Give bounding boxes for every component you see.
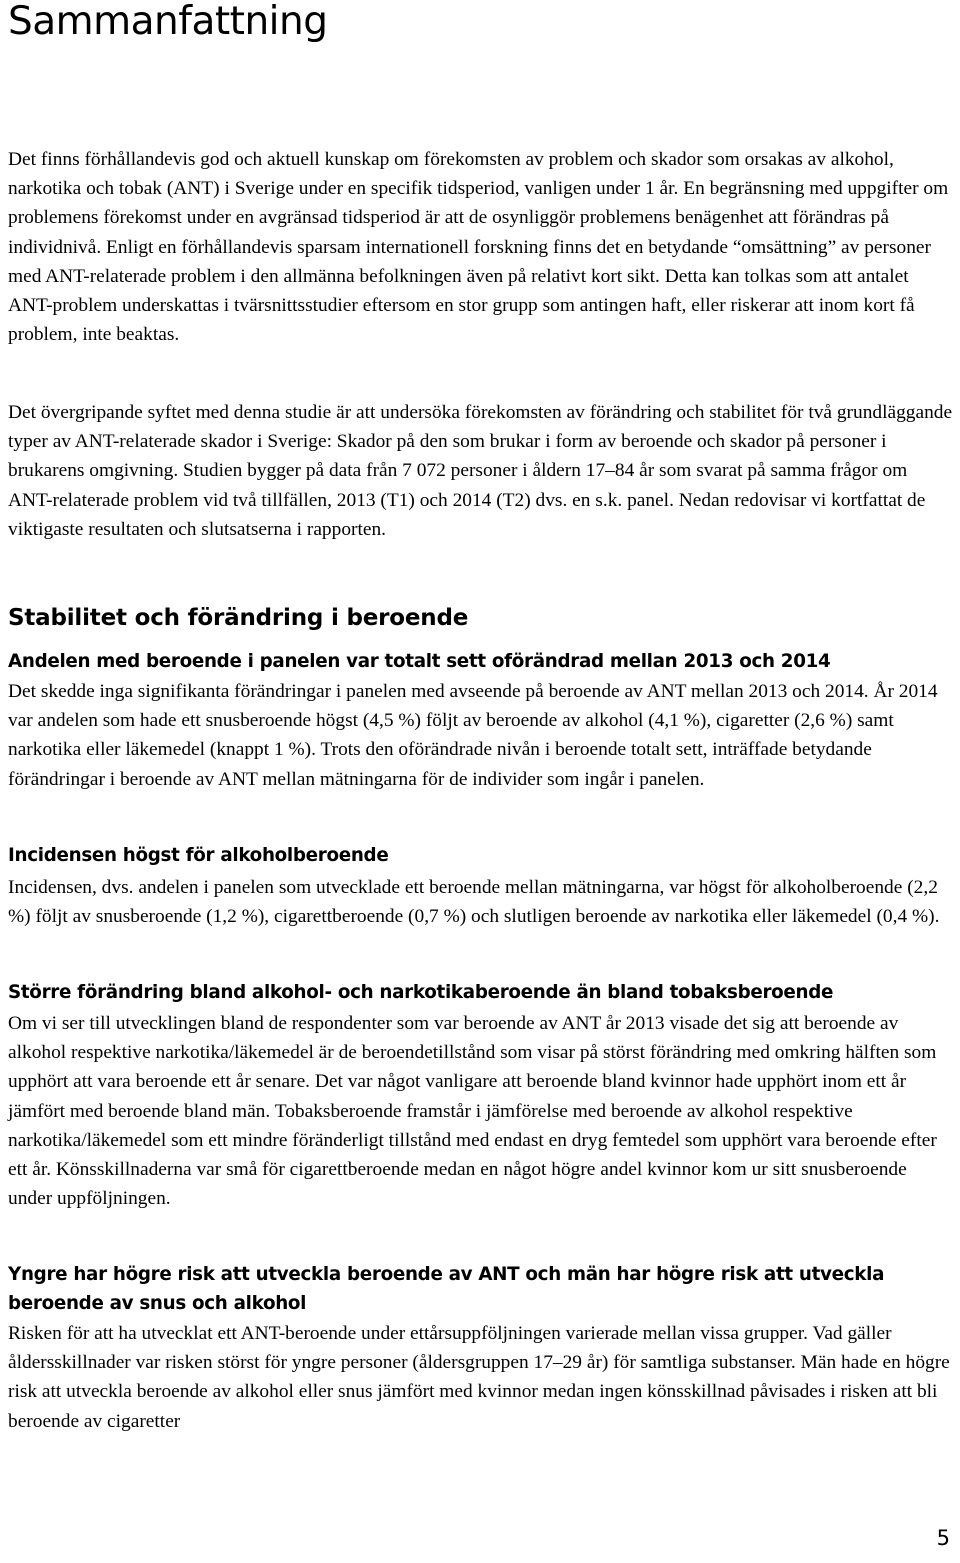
paragraph-greater-change: Om vi ser till utvecklingen bland de respondenter som var beroende av ANT år 2013 visade det sig att beroende av alkohol respektive narkotika/läkemedel är de beroendetillstånd som visar på störst förändring med omkring hälften som upphört att vara beroende ett år senare. Det var något vanligare att beroende bland kvinnor hade upphört inom ett år jämfört med beroende bland män. Tobaksberoende framstår i jämförelse med beroende av alkohol respektive narkotika/läkemedel som ett mindre föränderligt tillstånd med endast en dryg femtedel som upphört vara beroende efter ett år. Könsskillnaderna var små för cigarettberoende medan en något högre andel kvinnor kom ur sitt snusberoende under uppföljningen. (8, 1013, 937, 1210)
subheading-incidence-alcohol: Incidensen högst för alkoholberoende (8, 845, 389, 866)
page-number: 5 (936, 1526, 950, 1550)
paragraph-dependence-unchanged: Det skedde inga signifikanta förändringar i panelen med avseende på beroende av ANT mellan 2013 och 2014. År 2014 var andelen som hade ett snusberoende högst (4,5 %) följt av beroende av alkohol (4,1 %), cigaretter (2,6 %) samt narkotika eller läkemedel (knappt 1 %). Trots den oförändrade nivån i beroende totalt sett, inträffade betydande förändringar i beroende av ANT mellan mätningarna för de individer som ingår i panelen. (8, 681, 938, 790)
intro-paragraph-1: Det finns förhållandevis god och aktuell kunskap om förekomsten av problem och skador som orsakas av alkohol, narkotika och tobak (ANT) i Sverige under en specifik tidsperiod, vanligen under 1 år. En begränsning med uppgifter om problemens förekomst under en avgränsad tidsperiod är att de osynliggör problemens benägenhet att förändras på individnivå. Enligt en förhållandevis sparsam internationell forskning finns det en betydande “omsättning” av personer med ANT-relaterade problem i den allmänna befolkningen även på relativt kort sikt. Detta kan tolkas som att antalet ANT-problem underskattas i tvärsnittsstudier eftersom en stor grupp som antingen haft, eller riskerar att inom kort få problem, inte beaktas. (8, 149, 949, 346)
subheading-younger-higher-risk: Yngre har högre risk att utveckla beroende av ANT och män har högre risk att utveckla beroende av snus och alkohol (8, 1264, 885, 1314)
paragraph-younger-higher-risk: Risken för att ha utvecklat ett ANT-beroende under ettårsuppföljningen varierade mellan vissa grupper. Vad gäller åldersskillnader var risken störst för yngre personer (åldersgruppen 17–29 år) för samtliga substanser. Män hade en högre risk att utveckla beroende av alkohol eller snus jämfört med kvinnor medan ingen könsskillnad påvisades i risken att bli beroende av cigaretter (8, 1323, 950, 1432)
subheading-greater-change: Större förändring bland alkohol- och narkotikaberoende än bland tobaksberoende (8, 982, 834, 1003)
subheading-dependence-unchanged: Andelen med beroende i panelen var totalt sett oförändrad mellan 2013 och 2014 (8, 651, 831, 672)
intro-paragraph-2: Det övergripande syftet med denna studie är att undersöka förekomsten av förändring och stabilitet för två grundläggande typer av ANT-relaterade skador i Sverige: Skador på den som brukar i form av beroende och skador på personer i brukarens omgivning. Studien bygger på data från 7 072 personer i åldern 17–84 år som svarat på samma frågor om ANT-relaterade problem vid två tillfällen, 2013 (T1) och 2014 (T2) dvs. en s.k. panel. Nedan redovisar vi kortfattat de viktigaste resultaten och slutsatserna i rapporten. (8, 402, 953, 540)
page-title: Sammanfattning (8, 0, 328, 44)
section-heading-stability: Stabilitet och förändring i beroende (8, 605, 469, 631)
paragraph-incidence-alcohol: Incidensen, dvs. andelen i panelen som utvecklade ett beroende mellan mätningarna, var högst för alkoholberoende (2,2 %) följt av snusberoende (1,2 %), cigarettberoende (0,7 %) och slutligen beroende av narkotika eller läkemedel (0,4 %). (8, 877, 940, 928)
